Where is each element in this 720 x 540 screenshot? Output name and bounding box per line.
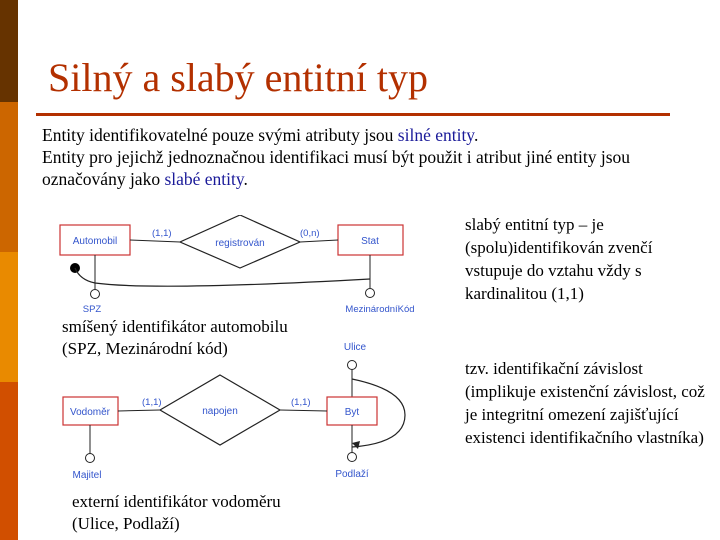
caption-external-line-1: externí identifikátor vodoměru	[72, 492, 281, 511]
intro-line-1-text: Entity identifikovatelné pouze svými atributy jsou	[42, 125, 398, 145]
left-stripe-orange	[0, 102, 18, 252]
link-automobil-registrovan	[130, 240, 180, 242]
caption-mixed-line-1: smíšený identifikátor automobilu	[62, 317, 288, 336]
attribute-majitel-circle	[86, 454, 95, 463]
entity-vodomer-label: Vodoměr	[69, 407, 111, 418]
intro-line-2	[42, 146, 702, 190]
attribute-podlazi-circle	[348, 453, 357, 462]
strong-entities-term: silné entity	[397, 125, 474, 145]
left-stripe-red	[0, 382, 18, 540]
left-stripe-dark	[0, 0, 18, 102]
attribute-spz-circle	[91, 290, 100, 299]
relationship-registrovan-label: registrován	[215, 238, 265, 249]
link-napojen-byt	[280, 410, 327, 411]
intro-line-1	[42, 124, 702, 146]
entity-automobil-label: Automobil	[72, 236, 118, 247]
slide-title: Silný a slabý entitní typ	[48, 55, 428, 100]
cardinality-byt: (1,1)	[291, 397, 311, 408]
attribute-kod-circle	[366, 289, 375, 298]
cardinality-automobil: (1,1)	[152, 228, 172, 239]
arc-arrowhead	[352, 441, 360, 449]
intro-line-2-text: Entity pro jejichž jednoznačnou identifikaci musí být použit i atribut jiné entity jsou označovány jako	[42, 147, 631, 189]
er-diagram-automobil	[55, 215, 435, 320]
attribute-ulice-circle	[348, 361, 357, 370]
note-identification-dependency: tzv. identifikační závislost (implikuje existenční závislost, což je integritní omezení zajišťující existenci identifikačního vlastníka)	[465, 359, 705, 447]
mixed-identifier-arc	[75, 268, 370, 286]
intro-text	[42, 124, 702, 190]
relationship-napojen-label: napojen	[202, 406, 238, 417]
note-weak-entity-type: slabý entitní typ – je (spolu)identifikován zvenčí vstupuje do vztahu vždy s kardinalitou (1,1)	[465, 215, 653, 303]
attribute-majitel-label: Majitel	[72, 470, 102, 481]
attribute-kod-label: MezinárodníKód	[345, 304, 415, 315]
attribute-ulice-label: Ulice	[343, 342, 367, 353]
entity-stat-label: Stat	[361, 236, 379, 247]
intro-line-1-end: .	[473, 125, 479, 145]
cardinality-vodomer: (1,1)	[142, 397, 162, 408]
caption-mixed-line-2: (SPZ, Mezinárodní kód)	[62, 339, 228, 358]
caption-external-identifier	[72, 491, 281, 535]
intro-line-2-end: .	[243, 169, 248, 189]
weak-entities-term: slabé entity	[164, 169, 244, 189]
title-underline	[36, 113, 670, 116]
cardinality-stat: (0,n)	[300, 228, 320, 239]
attribute-podlazi-label: Podlaží	[335, 469, 369, 480]
link-registrovan-stat	[300, 240, 338, 242]
link-vodomer-napojen	[118, 410, 160, 411]
attribute-spz-label: SPZ	[82, 304, 102, 315]
entity-byt-label: Byt	[344, 407, 360, 418]
left-stripe-light	[0, 252, 18, 382]
er-diagram-vodomer	[55, 335, 445, 485]
caption-external-line-2: (Ulice, Podlaží)	[72, 514, 180, 533]
